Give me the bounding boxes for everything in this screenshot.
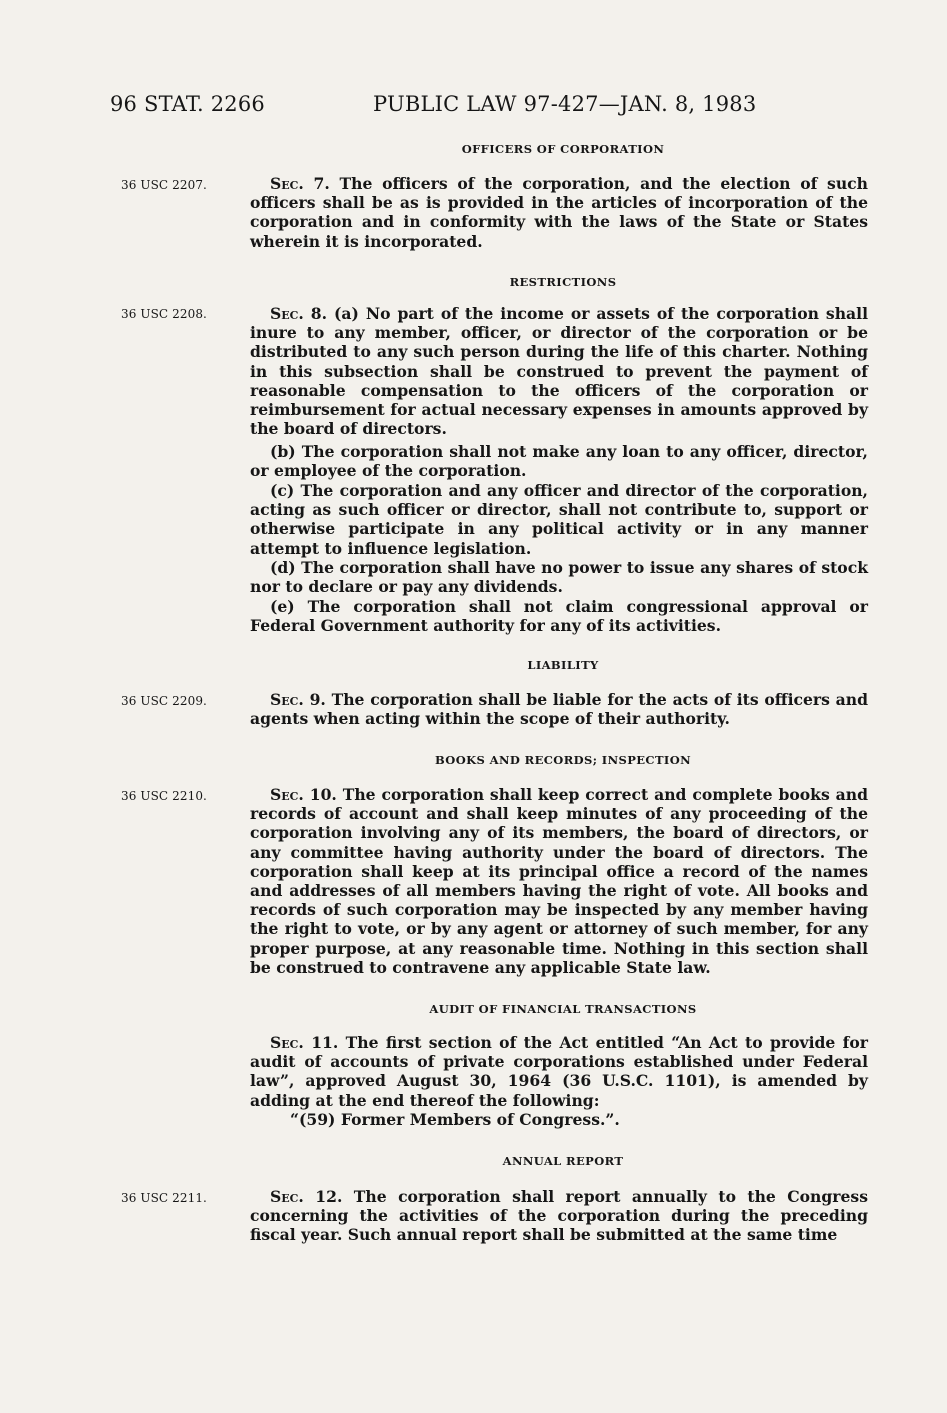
section-heading-books: BOOKS AND RECORDS; INSPECTION [434, 753, 692, 767]
section-heading-liability: LIABILITY [527, 658, 599, 672]
sec-label: Sec. [270, 690, 304, 709]
sec-label: Sec. [270, 1187, 304, 1206]
section-8d-text: (d) The corporation shall have no power to issue any shares of stock nor to declare or pay any dividends. [250, 558, 868, 597]
margin-citation-2207: 36 USC 2207. [121, 178, 207, 192]
sec-label: Sec. [270, 1033, 304, 1052]
section-heading-restrictions: RESTRICTIONS [509, 275, 617, 289]
page-title: PUBLIC LAW 97-427—JAN. 8, 1983 [373, 92, 757, 116]
margin-citation-2211: 36 USC 2211. [121, 1191, 207, 1205]
section-11-quote: “(59) Former Members of Congress.”. [290, 1110, 620, 1129]
section-heading-annual-report: ANNUAL REPORT [502, 1154, 624, 1168]
section-9-body: 9. The corporation shall be liable for the acts of its officers and agents when acting within the scope of their authority. [250, 690, 868, 729]
section-10-body: 10. The corporation shall keep correct and complete books and records of account and shall keep minutes of any proceeding of the corporation involving any of its members, the board of directors, or any committee having authority under the board of directors. The corporation shall keep at its principal office a record of the names and addresses of all members having the right of vote. All books and records of such corporation may be inspected by any member having the right to vote, or by any agent or attorney of such member, for any proper purpose, at any reasonable time. Nothing in this section shall be construed to contravene any applicable State law. [250, 785, 868, 977]
margin-citation-2209: 36 USC 2209. [121, 694, 207, 708]
section-heading-officers: OFFICERS OF CORPORATION [461, 142, 665, 156]
sec-label: Sec. [270, 304, 304, 323]
section-8c-text: (c) The corporation and any officer and director of the corporation, acting as such officer or director, shall not contribute to, support or otherwise participate in any political activity or in any manner attempt to influence legislation. [250, 481, 868, 558]
section-12-text [250, 1187, 868, 1245]
margin-citation-2210: 36 USC 2210. [121, 789, 207, 803]
section-11-text [250, 1033, 868, 1110]
section-7-text [250, 174, 868, 251]
section-10-text [250, 785, 868, 977]
section-11-body: 11. The first section of the Act entitled “An Act to provide for audit of accounts of private corporations established under Federal law”, approved August 30, 1964 (36 U.S.C. 1101), is amended by adding at the end thereof the following: [250, 1033, 868, 1110]
section-8a-body: 8. (a) No part of the income or assets of the corporation shall inure to any member, officer, or director of the corporation or be distributed to any such person during the life of this charter. Nothing in this subsection shall be construed to prevent the payment of reasonable compensation to the officers of the corporation or reimbursement for actual necessary expenses in amounts approved by the board of directors. [250, 304, 868, 439]
statute-page-number: 96 STAT. 2266 [110, 92, 265, 116]
margin-citation-2208: 36 USC 2208. [121, 307, 207, 321]
section-8a-text [250, 304, 868, 438]
section-8b-text: (b) The corporation shall not make any loan to any officer, director, or employee of the corporation. [250, 442, 868, 481]
sec-label: Sec. [270, 174, 304, 193]
section-8e-text: (e) The corporation shall not claim congressional approval or Federal Government authority for any of its activities. [250, 597, 868, 636]
section-9-text [250, 690, 868, 728]
section-12-body: 12. The corporation shall report annually to the Congress concerning the activities of the corporation during the preceding fiscal year. Such annual report shall be submitted at the same time [250, 1187, 868, 1245]
section-7-body: 7. The officers of the corporation, and the election of such officers shall be as is provided in the articles of incorporation of the corporation and in conformity with the laws of the State or States wherein it is incorporated. [250, 174, 868, 251]
sec-label: Sec. [270, 785, 304, 804]
section-heading-audit: AUDIT OF FINANCIAL TRANSACTIONS [429, 1002, 697, 1016]
